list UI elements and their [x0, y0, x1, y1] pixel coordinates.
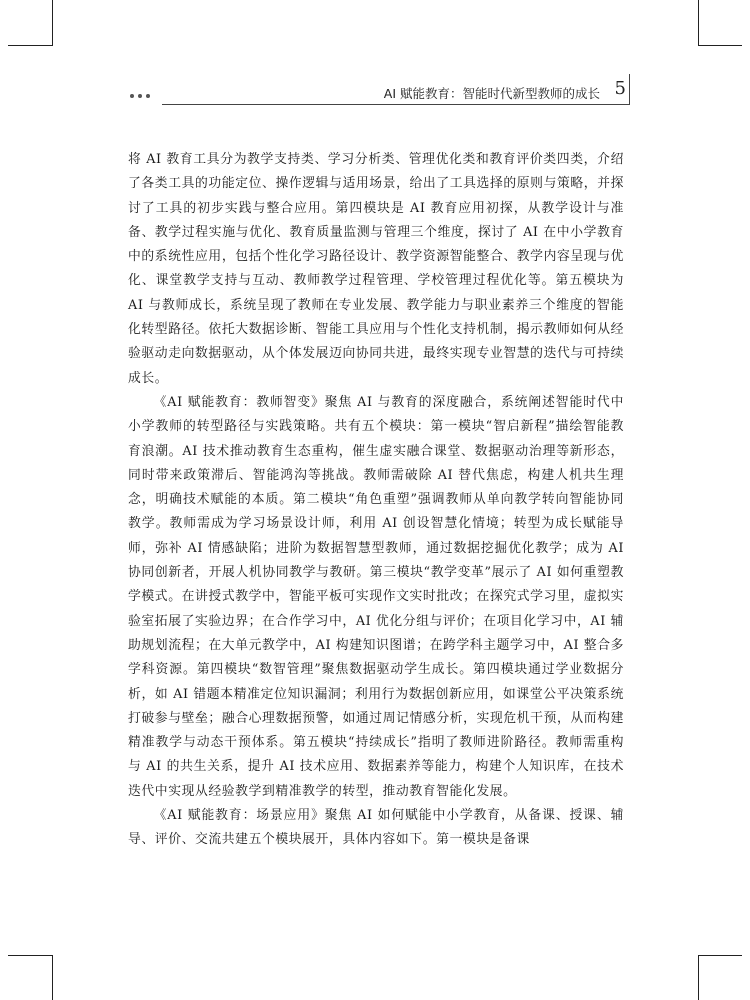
header-divider [629, 74, 630, 104]
body-text [128, 148, 624, 853]
crop-mark-top-right-vertical [698, 0, 699, 46]
header-dots-ornament [130, 94, 150, 98]
running-header [130, 78, 630, 112]
crop-mark-top-right-horizontal [698, 45, 742, 46]
crop-mark-top-left-horizontal [8, 45, 52, 46]
header-rule [162, 104, 630, 105]
crop-mark-bottom-left-horizontal [8, 955, 52, 956]
page-number: 5 [614, 78, 626, 99]
crop-mark-bottom-right-horizontal [698, 955, 742, 956]
header-title: AI 赋能教育：智能时代新型教师的成长 [383, 86, 600, 101]
crop-mark-bottom-left-vertical [52, 955, 53, 1000]
paragraph: 将 AI 教育工具分为教学支持类、学习分析类、管理优化类和教育评价类四类，介绍了各类工具的功能定位、操作逻辑与适用场景，给出了工具选择的原则与策略，并探讨了工具的初步实践与整合应用。第四模块是 AI 教育应用初探，从教学设计与准备、教学过程实施与优化、教育质量监测与管理三个维度，探讨了 AI 在中小学教育中的系统性应用，包括个性化学习路径设计、教学资源智能整合、教学内容呈现与优化、课堂教学支持与互动、教师教学过程管理、学校管理过程优化等。第五模块为 AI 与教师成长，系统呈现了教师在专业发展、教学能力与职业素养三个维度的智能化转型路径。依托大数据诊断、智能工具应用与个性化支持机制，揭示教师如何从经验驱动走向数据驱动，从个体发展迈向协同共进，最终实现专业智慧的迭代与可持续成长。 [128, 152, 624, 386]
paragraph: 《AI 赋能教育：场景应用》聚焦 AI 如何赋能中小学教育，从备课、授课、辅导、评价、交流共建五个模块展开，具体内容如下。第一模块是备课 [128, 808, 624, 848]
paragraph: 《AI 赋能教育：教师智变》聚焦 AI 与教育的深度融合，系统阐述智能时代中小学教师的转型路径与实践策略。共有五个模块：第一模块“智启新程”描绘智能教育浪潮。AI 技术推动教育生态重构，催生虚实融合课堂、数据驱动治理等新形态，同时带来政策滞后、智能鸿沟等挑战。教师需破除 AI 替代焦虑，构建人机共生理念，明确技术赋能的本质。第二模块“角色重塑”强调教师从单向教学转向智能协同教学。教师需成为学习场景设计师，利用 AI 创设智慧化情境；转型为成长赋能导师，弥补 AI 情感缺陷；进阶为数据智慧型教师，通过数据挖掘优化教学；成为 AI 协同创新者，开展人机协同教学与教研。第三模块“教学变革”展示了 AI 如何重塑教学模式。在讲授式教学中，智能平板可实现作文实时批改；在探究式学习里，虚拟实验室拓展了实验边界；在合作学习中，AI 优化分组与评价；在项目化学习中，AI 辅助规划流程；在大单元教学中，AI 构建知识图谱；在跨学科主题学习中，AI 整合多学科资源。第四模块“数智管理”聚焦数据驱动学生成长。第四模块通过学业数据分析，如 AI 错题本精准定位知识漏洞；利用行为数据创新应用，如课堂公平决策系统打破参与壁垒；融合心理数据预警，如通过周记情感分析，实现危机干预，从而构建精准教学与动态干预体系。第五模块“持续成长”指明了教师进阶路径。教师需重构与 AI 的共生关系，提升 AI 技术应用、数据素养等能力，构建个人知识库，在技术迭代中实现从经验教学到精准教学的转型，推动教育智能化发展。 [128, 394, 624, 799]
crop-mark-bottom-right-vertical [698, 955, 699, 1000]
crop-mark-top-left-vertical [52, 0, 53, 46]
